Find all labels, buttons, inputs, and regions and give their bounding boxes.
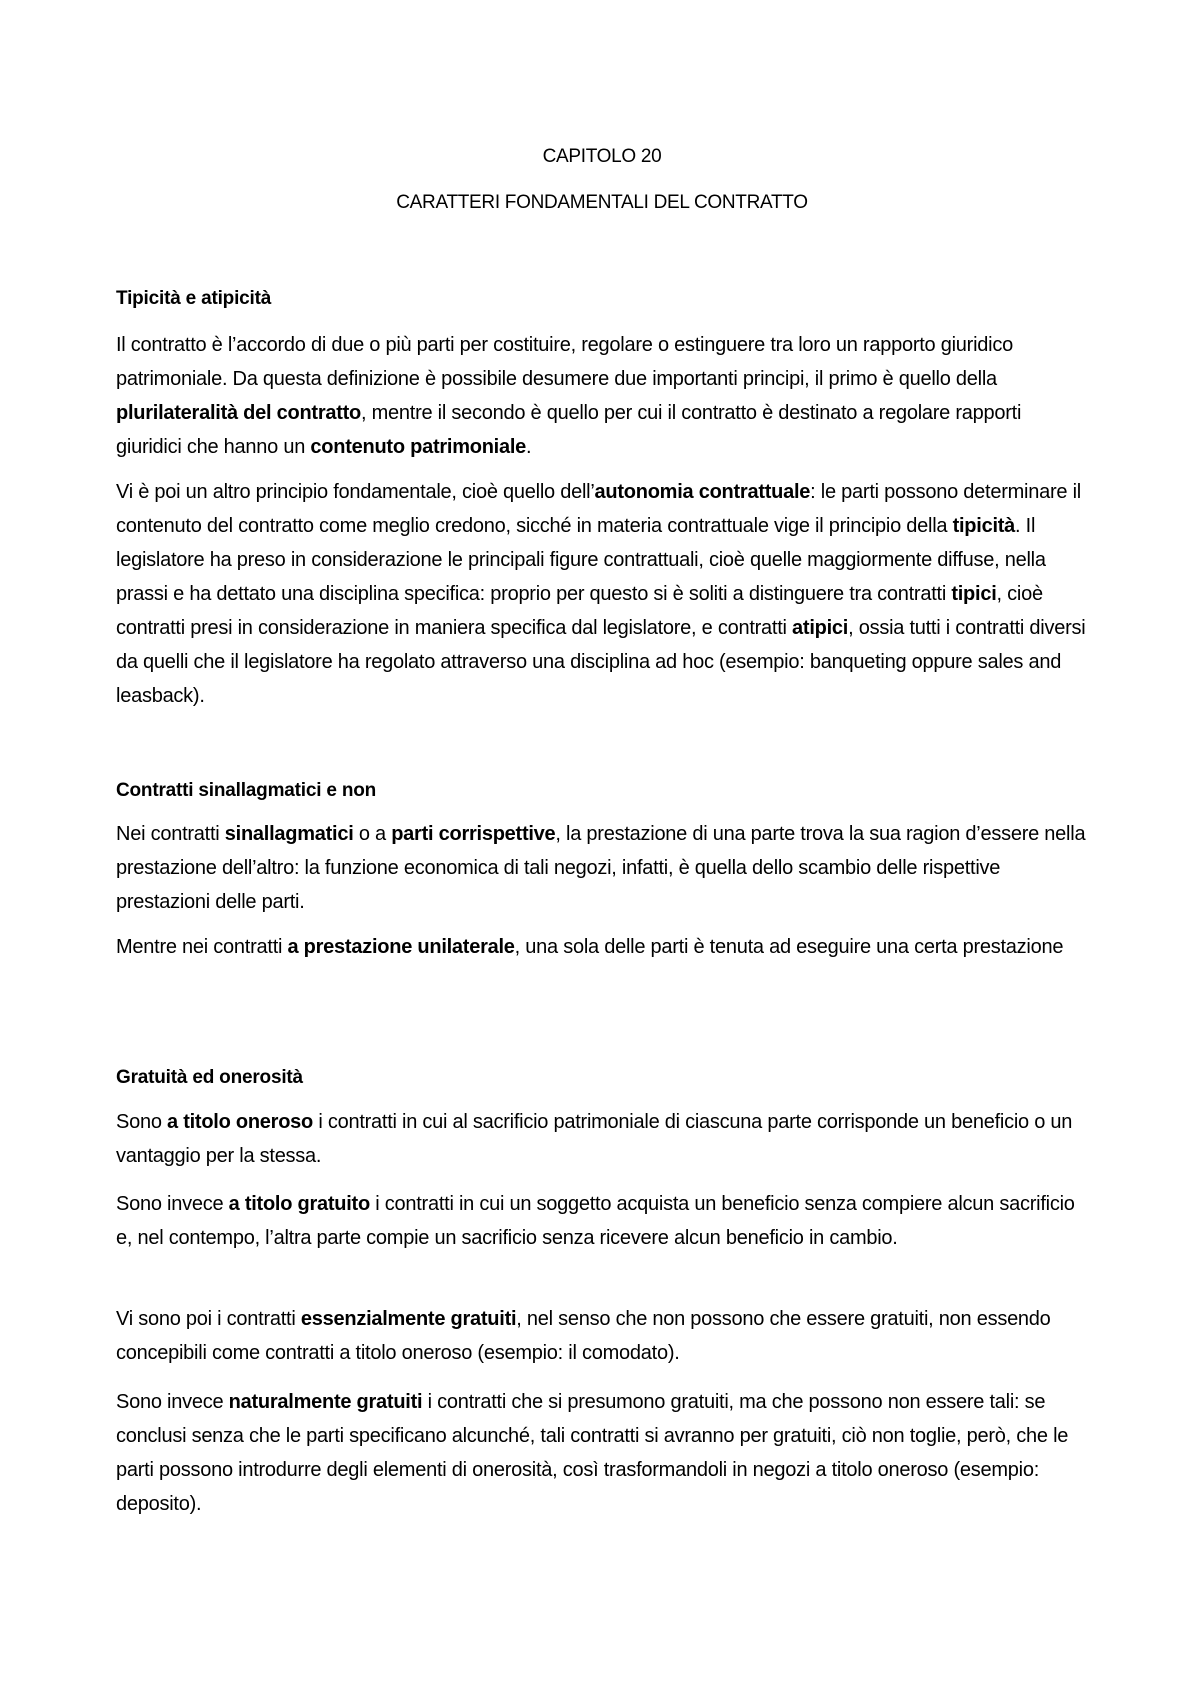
- text-run: , nel senso che non possono che essere gratuiti, non essendo concepibili come contratti a titolo oneroso (esempio: il comodato).: [116, 1308, 1051, 1364]
- bold-term: a titolo gratuito: [228, 1193, 370, 1215]
- text-run: Mentre nei contratti: [116, 936, 288, 958]
- text-run: Vi è poi un altro principio fondamentale, cioè quello dell’: [116, 481, 595, 503]
- chapter-title: CARATTERI FONDAMENTALI DEL CONTRATTO: [396, 192, 808, 213]
- bold-term: tipicità: [952, 515, 1016, 537]
- text-run: Il contratto è l’accordo di due o più parti per costituire, regolare o estinguere tra loro un rapporto giuridico patrimoniale. Da questa definizione è possibile desumere due importanti principi, il primo è quello della: [116, 334, 1013, 390]
- text-run: , mentre il secondo è quello per cui il contratto è destinato a regolare rapporti giuridici che hanno un: [116, 402, 1022, 458]
- text-run: Vi sono poi i contratti: [116, 1308, 301, 1330]
- text-run: Sono invece: [116, 1391, 229, 1413]
- bold-term: a prestazione unilaterale: [287, 936, 515, 958]
- text-run: Sono: [116, 1111, 168, 1133]
- bold-term: tipici: [951, 583, 997, 605]
- text-run: i contratti che si presumono gratuiti, ma che possono non essere tali: se conclusi senza che le parti specificano alcunché, tali contratti si avranno per gratuiti, ciò non toglie, però, che le parti possono introdurre degli elementi di onerosità, così trasformandoli in negozi a titolo oneroso (esempio: deposito).: [116, 1391, 1069, 1515]
- bold-term: sinallagmatici: [224, 823, 354, 845]
- bold-term: essenzialmente gratuiti: [300, 1308, 517, 1330]
- text-run: i contratti in cui un soggetto acquista un beneficio senza compiere alcun sacrificio e, nel contempo, l’altra parte compie un sacrificio senza ricevere alcun beneficio in cambio.: [116, 1193, 1075, 1249]
- text-run: , ossia tutti i contratti diversi da quelli che il legislatore ha regolato attraverso una disciplina ad hoc (esempio: banqueting oppure sales and leasback).: [116, 617, 1086, 707]
- section-heading-tipicita: Tipicità e atipicità: [116, 288, 272, 309]
- text-run: , la prestazione di una parte trova la sua ragion d’essere nella prestazione dell’altro: la funzione economica di tali negozi, infatti, è quella dello scambio delle rispettive prestazioni delle parti.: [116, 823, 1086, 913]
- bold-term: plurilateralità del contratto: [116, 402, 362, 424]
- text-run: Nei contratti: [116, 823, 225, 845]
- text-run: , una sola delle parti è tenuta ad eseguire una certa prestazione: [514, 936, 1064, 958]
- text-run: o a: [353, 823, 392, 845]
- text-run: Sono invece: [116, 1193, 229, 1215]
- paragraph: [116, 930, 1088, 964]
- bold-term: parti corrispettive: [391, 823, 556, 845]
- text-run: i contratti in cui al sacrificio patrimoniale di ciascuna parte corrisponde un beneficio o un vantaggio per la stessa.: [116, 1111, 1073, 1167]
- paragraph: [116, 1302, 1088, 1370]
- paragraph: [116, 1105, 1088, 1173]
- section-heading-gratuita: Gratuità ed onerosità: [116, 1067, 303, 1088]
- bold-term: atipici: [792, 617, 849, 639]
- paragraph: [116, 475, 1088, 713]
- paragraph: [116, 328, 1088, 464]
- paragraph: [116, 817, 1088, 919]
- text-run: . Il legislatore ha preso in considerazione le principali figure contrattuali, cioè quelle maggiormente diffuse, nella prassi e ha dettato una disciplina specifica: proprio per questo si è soliti a distinguere tra contratti: [116, 515, 1046, 605]
- bold-term: contenuto patrimoniale: [310, 436, 527, 458]
- bold-term: naturalmente gratuiti: [228, 1391, 423, 1413]
- text-run: , cioè contratti presi in considerazione in maniera specifica dal legislatore, e contratti: [116, 583, 1043, 639]
- bold-term: autonomia contrattuale: [594, 481, 811, 503]
- paragraph: [116, 1187, 1088, 1255]
- text-run: : le parti possono determinare il contenuto del contratto come meglio credono, sicché in materia contrattuale vige il principio della: [116, 481, 1081, 537]
- chapter-number: CAPITOLO 20: [542, 146, 662, 167]
- section-heading-sinallagmatici: Contratti sinallagmatici e non: [116, 780, 377, 801]
- paragraph: [116, 1385, 1088, 1521]
- bold-term: a titolo oneroso: [167, 1111, 314, 1133]
- text-run: .: [526, 436, 532, 458]
